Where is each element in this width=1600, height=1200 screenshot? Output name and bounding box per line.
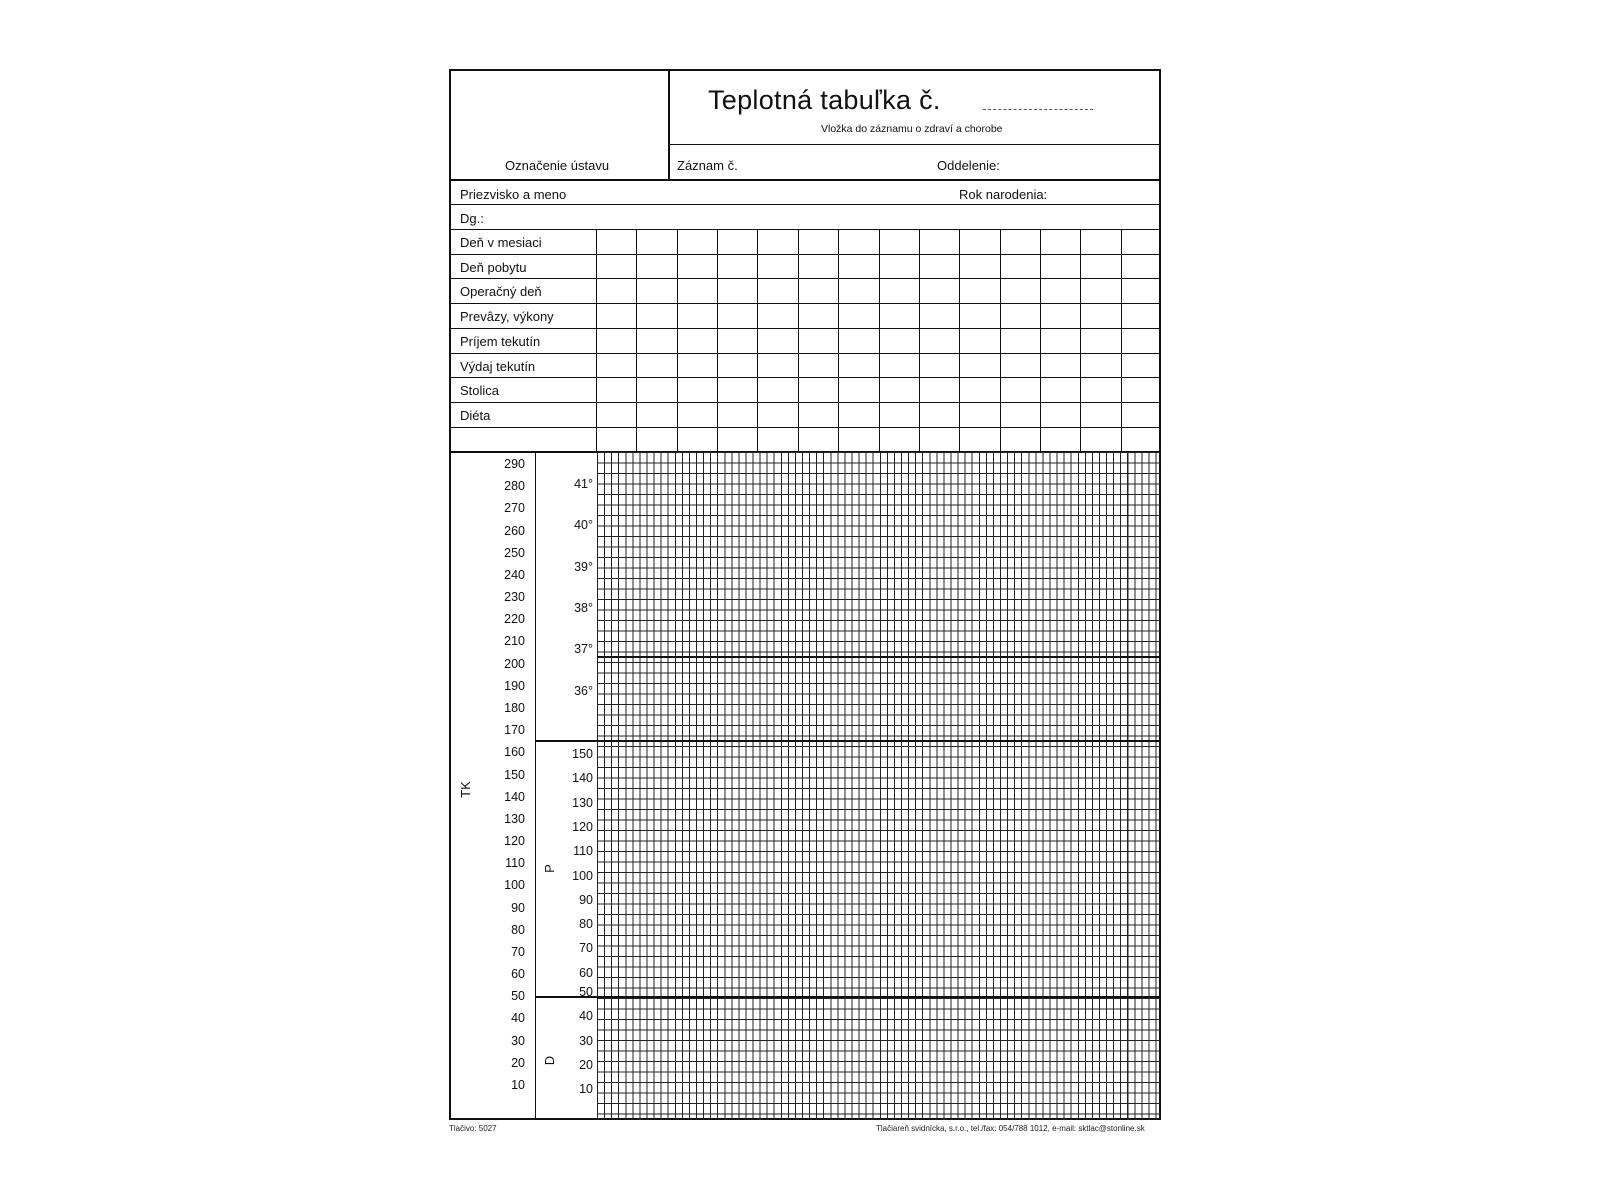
pulse-scale-label: 70 [579,941,593,956]
birth-year-label: Rok narodenia: [959,187,1048,202]
respiration-axis-label: D [542,1055,558,1066]
respiration-scale-label: 10 [579,1082,593,1097]
tk-scale-label: 180 [504,700,525,715]
table-row-label: Operačný deň [460,284,542,300]
temperature-scale-label: 36° [574,683,593,698]
pulse-scale-label: 130 [572,795,593,810]
temperature-chart-form [449,69,1161,1120]
day-column-border [677,229,678,451]
pulse-axis-label: P [541,864,557,873]
day-column-border [838,229,839,451]
table-row-label: Diéta [460,407,491,423]
tk-scale-label: 250 [504,545,525,560]
temperature-scale-label: 40° [574,518,593,533]
table-row-label: Príjem tekutín [460,333,541,349]
pulse-scale-label: 90 [579,892,593,907]
tk-scale-label: 10 [511,1078,525,1092]
tk-scale-label: 160 [504,745,525,760]
day-column-border [636,229,637,451]
department-label: Oddelenie: [937,158,1000,173]
day-column-border [1000,229,1001,451]
respiration-scale [535,71,593,1120]
record-number-label: Záznam č. [677,158,738,173]
tk-scale-label: 30 [511,1033,525,1048]
vital-signs-grid[interactable] [597,452,1161,1120]
tk-scale-label: 70 [511,944,525,959]
day-column-border [879,229,880,451]
day-column-border [959,229,960,451]
tk-scale-label: 260 [504,523,525,538]
day-column-border [1080,229,1081,451]
day-column-border [717,229,718,451]
pulse-scale-label: 120 [572,819,593,834]
tk-scale-label: 150 [504,767,525,782]
temperature-scale-label: 37° [574,642,593,657]
day-column-border [757,229,758,451]
tk-scale-label: 50 [511,989,525,1004]
form-subtitle: Vložka do záznamu o zdraví a chorobe [821,123,1003,135]
form-number-footer: Tlačivo: 5027 [449,1124,497,1133]
respiration-scale-label: 40 [579,1009,593,1024]
temperature-scale-label: 41° [574,477,593,491]
tk-scale-label: 40 [511,1011,525,1026]
day-column-border [1121,229,1122,451]
tk-scale-label: 100 [504,878,525,893]
tk-scale-label: 290 [504,457,525,471]
day-column-border [919,229,920,451]
table-row-label: Deň v mesiaci [460,235,542,250]
tk-scale-label: 90 [511,900,525,915]
institution-label: Označenie ústavu [505,158,610,173]
tk-scale-label: 280 [504,479,525,494]
tk-scale-label: 240 [504,567,525,582]
day-column-border [798,229,799,451]
printer-footer: Tlačiareň svidnícka, s.r.o., tel./fax: 054/788 1012, e-mail: sktlac@stonline.sk [876,1124,1145,1133]
tk-scale-label: 170 [504,723,525,738]
pulse-respiration-divider [535,996,1161,998]
pulse-scale-label: 140 [572,771,593,786]
tk-scale-label: 200 [504,656,525,671]
table-row-label: Prevâzy, výkony [460,309,554,325]
tk-scale-label: 270 [504,501,525,516]
tk-scale-label: 220 [504,612,525,627]
respiration-scale-label: 30 [579,1033,593,1048]
tk-scale-label: 120 [504,834,525,849]
table-row-label: Deň pobytu [460,259,527,275]
respiration-scale-label: 50 [579,985,593,999]
pulse-scale-label: 60 [579,965,593,980]
form-number-blank[interactable] [983,109,1093,110]
respiration-scale-label: 20 [579,1057,593,1072]
tk-scale-label: 210 [504,634,525,649]
table-row-label: Výdaj tekutín [460,358,536,374]
header-divider [668,71,670,179]
pulse-scale-label: 80 [579,917,593,932]
form-title: Teplotná tabuľka č. [708,85,941,115]
tk-scale [451,71,525,1120]
pulse-scale-label: 150 [572,747,593,761]
tk-scale-label: 80 [511,922,525,937]
day-column-border [1040,229,1041,451]
temperature-scale-label: 39° [574,559,593,574]
pulse-scale-label: 110 [573,844,593,859]
tk-axis-label: TK [457,781,473,798]
table-row-label: Stolica [460,383,500,399]
tk-scale-label: 20 [511,1055,525,1070]
tk-scale-label: 140 [504,789,525,804]
tk-scale-label: 190 [504,678,525,693]
patient-name-label: Priezvisko a meno [460,187,567,202]
tk-scale-label: 60 [511,967,525,982]
diagnosis-label: Dg.: [460,211,484,226]
day-column-border [596,229,597,451]
header-title-divider [668,144,1161,145]
normal-temperature-line [597,656,1161,658]
temperature-pulse-divider [535,740,1161,742]
pulse-scale-label: 100 [572,868,593,883]
tk-scale-label: 110 [505,856,525,871]
temperature-scale-label: 38° [574,600,593,615]
tk-scale-label: 230 [504,590,525,605]
tk-scale-label: 130 [504,811,525,826]
